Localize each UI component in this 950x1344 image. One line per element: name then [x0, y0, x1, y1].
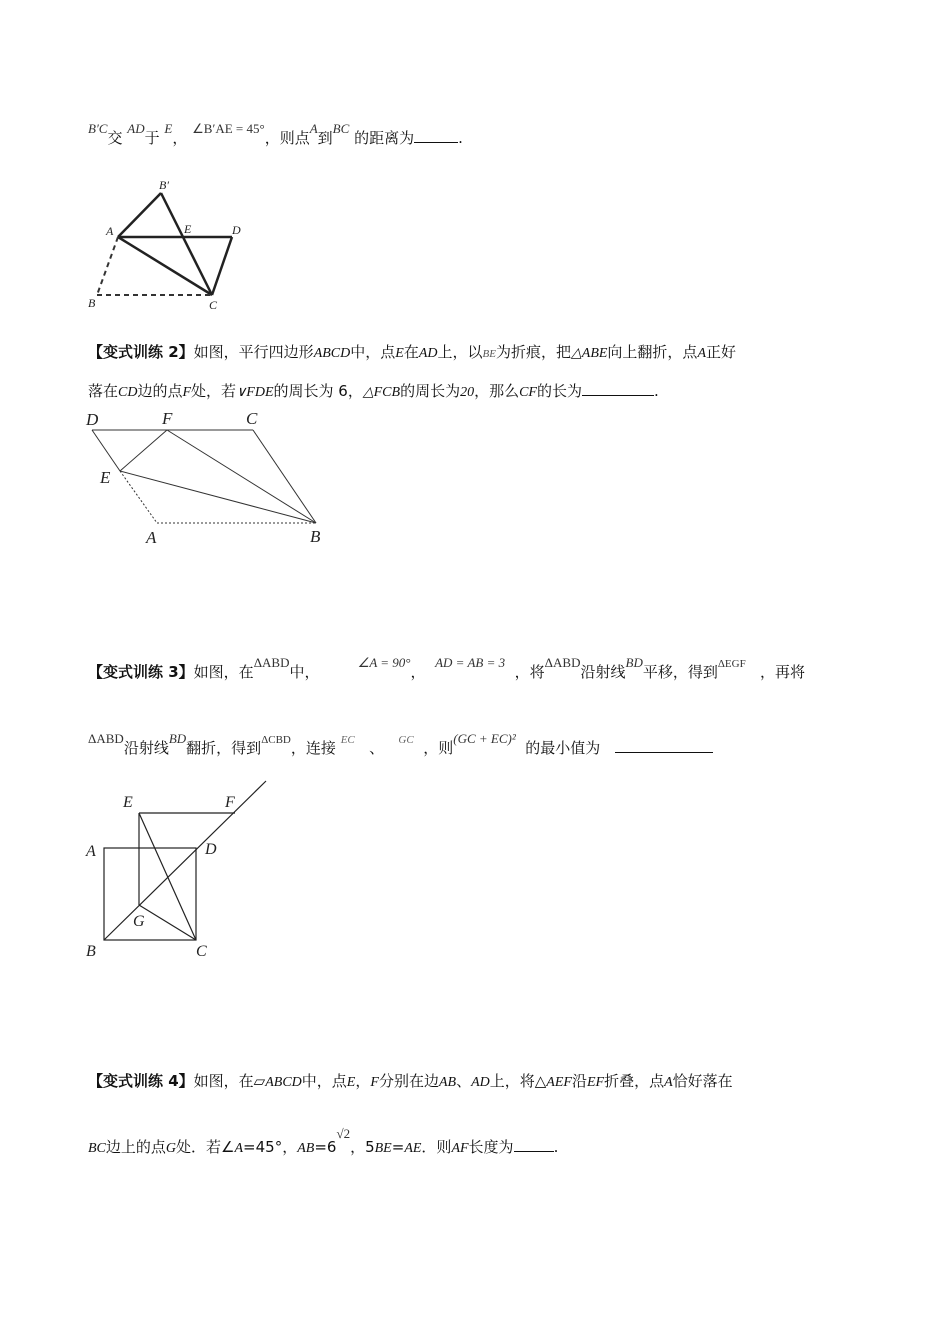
problem-2-tag: 【变式训练 2】 — [88, 343, 194, 361]
answer-blank — [582, 381, 654, 396]
answer-blank — [615, 738, 713, 753]
label-F: F — [225, 794, 235, 811]
problem-3-line-2: ΔABD沿射线BD翻折，得到$^{\Delta CBD}$，连接 $^{EC}$ 、 $^{GC}$ ，则(GC + EC)² 的最小值为 — [88, 738, 713, 760]
figure-1 — [80, 175, 250, 315]
problem-3-line-1: 【变式训练 3】如图，在ΔABD中， ∠A = 90°， AD = AB = 3 ，将ΔABD沿射线BD平移，得到$^{\Delta EGF}$ ，再将 — [88, 655, 806, 681]
label-C: C — [209, 298, 218, 312]
label-C: C — [246, 409, 258, 428]
problem-3-tag: 【变式训练 3】 — [88, 663, 194, 681]
label-E: E — [100, 468, 111, 487]
figure-2 — [80, 405, 340, 550]
problem-4-tag: 【变式训练 4】 — [88, 1072, 194, 1090]
problem-4-line-2: BC边上的点G处．若∠A=45°，AB=6√2，5BE=AE．则AF长度为 . — [88, 1126, 559, 1156]
label-D: D — [232, 223, 241, 237]
label-F: F — [162, 409, 173, 428]
label-B: B — [88, 296, 96, 310]
problem-1-text: B′C交 AD于 E， ∠B′AE = 45°，则点A到BC 的距离为 . — [88, 121, 463, 147]
problem-4-line-1: 【变式训练 4】如图，在▱ABCD中，点E，F分别在边AB、AD上，将△AEF沿EF折叠，点A恰好落在 — [88, 1072, 733, 1090]
figure-3 — [80, 778, 280, 963]
answer-blank — [514, 1137, 554, 1152]
problem-2-line-2: 落在CD边的点F处，若∨FDE的周长为 6，△FCB的周长为20，那么CF的长为 . — [88, 382, 659, 400]
answer-blank — [414, 128, 458, 143]
label-B-prime: B′ — [159, 178, 169, 192]
label-C: C — [196, 943, 207, 960]
label-E: E — [123, 794, 133, 811]
problem-2-line-1: 【变式训练 2】如图，平行四边形ABCD中，点E在AD上，以BE为折痕，把△ABE向上翻折，点A正好 — [88, 343, 737, 361]
label-D: D — [86, 410, 99, 429]
label-D: D — [205, 841, 217, 858]
label-E: E — [184, 222, 192, 236]
label-A: A — [146, 528, 157, 547]
label-G: G — [133, 913, 145, 930]
label-B: B — [310, 527, 321, 546]
label-A: A — [106, 224, 114, 238]
label-A: A — [86, 843, 96, 860]
label-B: B — [86, 943, 96, 960]
